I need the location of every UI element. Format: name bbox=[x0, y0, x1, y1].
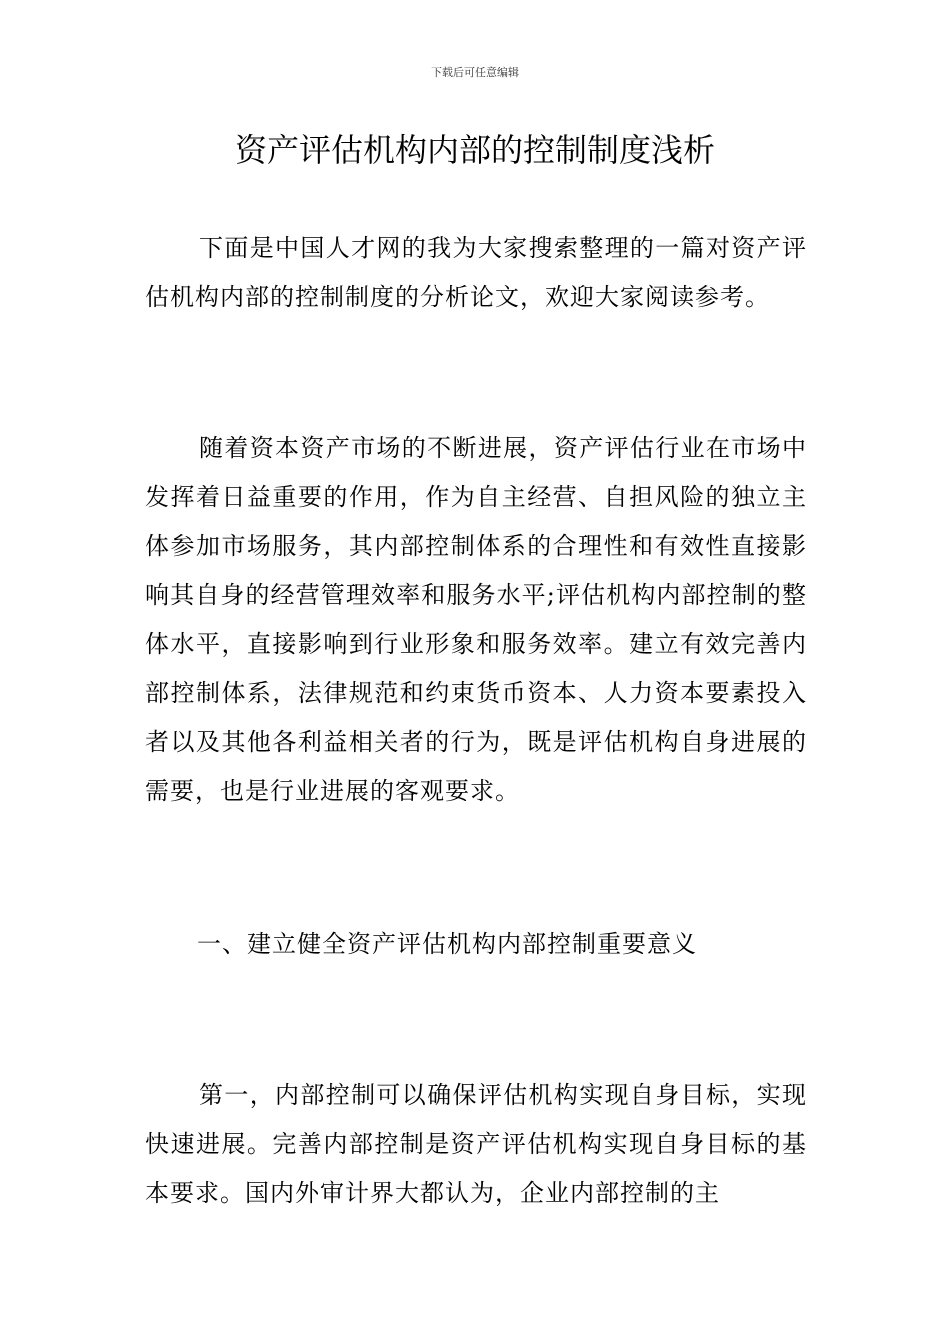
header-note: 下载后可任意编辑 bbox=[431, 66, 519, 79]
document-title: 资产评估机构内部的控制制度浅析 bbox=[234, 131, 715, 169]
intro-paragraph: 下面是中国人才网的我为大家搜索整理的一篇对资产评估机构内部的控制制度的分析论文，欢迎大家阅读参考。 bbox=[145, 234, 807, 311]
body-paragraph-1: 随着资本资产市场的不断进展，资产评估行业在市场中发挥着日益重要的作用，作为自主经营、自担风险的独立主体参加市场服务，其内部控制体系的合理性和有效性直接影响其自身的经营管理效率和服务水平;评估机构内部控制的整体水平，直接影响到行业形象和服务效率。建立有效完善内部控制体系，法律规范和约束货币资本、人力资本要素投入者以及其他各利益相关者的行为，既是评估机构自身进展的需要，也是行业进展的客观要求。 bbox=[145, 434, 807, 805]
body-paragraph-2: 第一，内部控制可以确保评估机构实现自身目标，实现快速进展。完善内部控制是资产评估机构实现自身目标的基本要求。国内外审计界大都认为，企业内部控制的主 bbox=[145, 1081, 807, 1207]
section-heading-1: 一、建立健全资产评估机构内部控制重要意义 bbox=[197, 930, 697, 958]
